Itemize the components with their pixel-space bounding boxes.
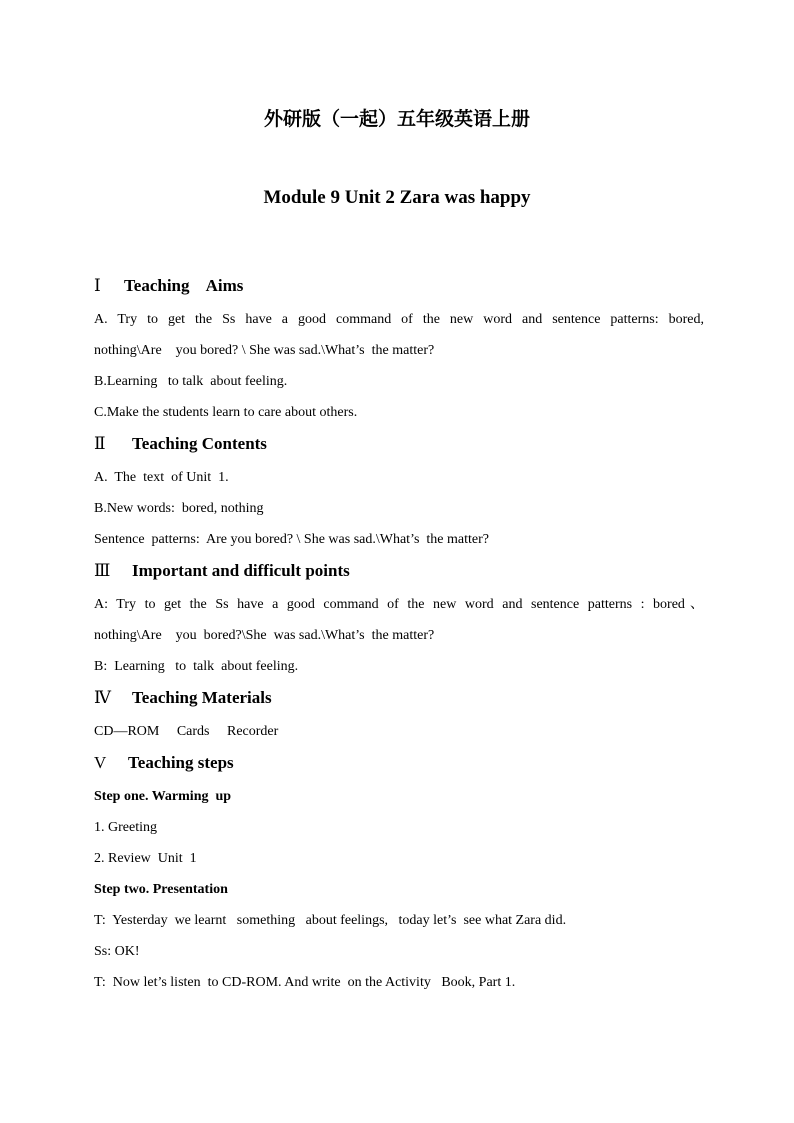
- section-heading-important-points: [94, 558, 704, 589]
- paragraph-line: T: Yesterday we learnt something about feelings, today let’s see what Zara did.: [94, 913, 567, 928]
- step-title: Step two. Presentation: [94, 882, 228, 897]
- paragraph-line: A. Try to get the Ss have a good command of the new word and sentence patterns: bored,: [94, 312, 704, 327]
- section-number: Ⅳ: [94, 688, 111, 707]
- document-body: [94, 270, 704, 998]
- paragraph-line: A: Try to get the Ss have a good command of the new word and sentence patterns : bored、: [94, 597, 704, 612]
- document-title-chinese: 外研版（一起）五年级英语上册: [263, 108, 530, 130]
- paragraph-line: Ss: OK!: [94, 944, 140, 959]
- paragraph-line: B.New words: bored, nothing: [94, 501, 264, 516]
- paragraph-line: B: Learning to talk about feeling.: [94, 659, 299, 674]
- section-title: Teaching Aims: [124, 276, 244, 295]
- paragraph-line: Sentence patterns: Are you bored? \ She was sad.\What’s the matter?: [94, 532, 489, 547]
- section-heading-teaching-contents: [94, 431, 704, 462]
- paragraph-line: T: Now let’s listen to CD-ROM. And write on the Activity Book, Part 1.: [94, 975, 516, 990]
- section-title: Teaching Materials: [132, 688, 272, 707]
- paragraph-line: B.Learning to talk about feeling.: [94, 374, 288, 389]
- section-number: Ⅲ: [94, 561, 111, 580]
- paragraph-line: C.Make the students learn to care about others.: [94, 405, 358, 420]
- section-heading-teaching-aims: [94, 273, 704, 304]
- section-title: Important and difficult points: [132, 561, 350, 580]
- paragraph-line: nothing\Are you bored? \ She was sad.\What’s the matter?: [94, 343, 435, 358]
- step-title: Step one. Warming up: [94, 789, 232, 804]
- section-number: V: [94, 753, 107, 772]
- section-number: Ⅰ: [94, 276, 101, 295]
- paragraph-line: 1. Greeting: [94, 820, 157, 835]
- document-title-english: Module 9 Unit 2 Zara was happy: [263, 187, 531, 208]
- paragraph-line: 2. Review Unit 1: [94, 851, 197, 866]
- paragraph-line: nothing\Are you bored?\She was sad.\What’s the matter?: [94, 628, 435, 643]
- section-title: Teaching steps: [128, 753, 234, 772]
- paragraph-line: A. The text of Unit 1.: [94, 470, 229, 485]
- section-title: Teaching Contents: [132, 434, 267, 453]
- paragraph-line: CD—ROM Cards Recorder: [94, 724, 279, 739]
- section-heading-teaching-materials: [94, 685, 704, 716]
- section-heading-teaching-steps: [94, 750, 704, 781]
- section-number: Ⅱ: [94, 434, 106, 453]
